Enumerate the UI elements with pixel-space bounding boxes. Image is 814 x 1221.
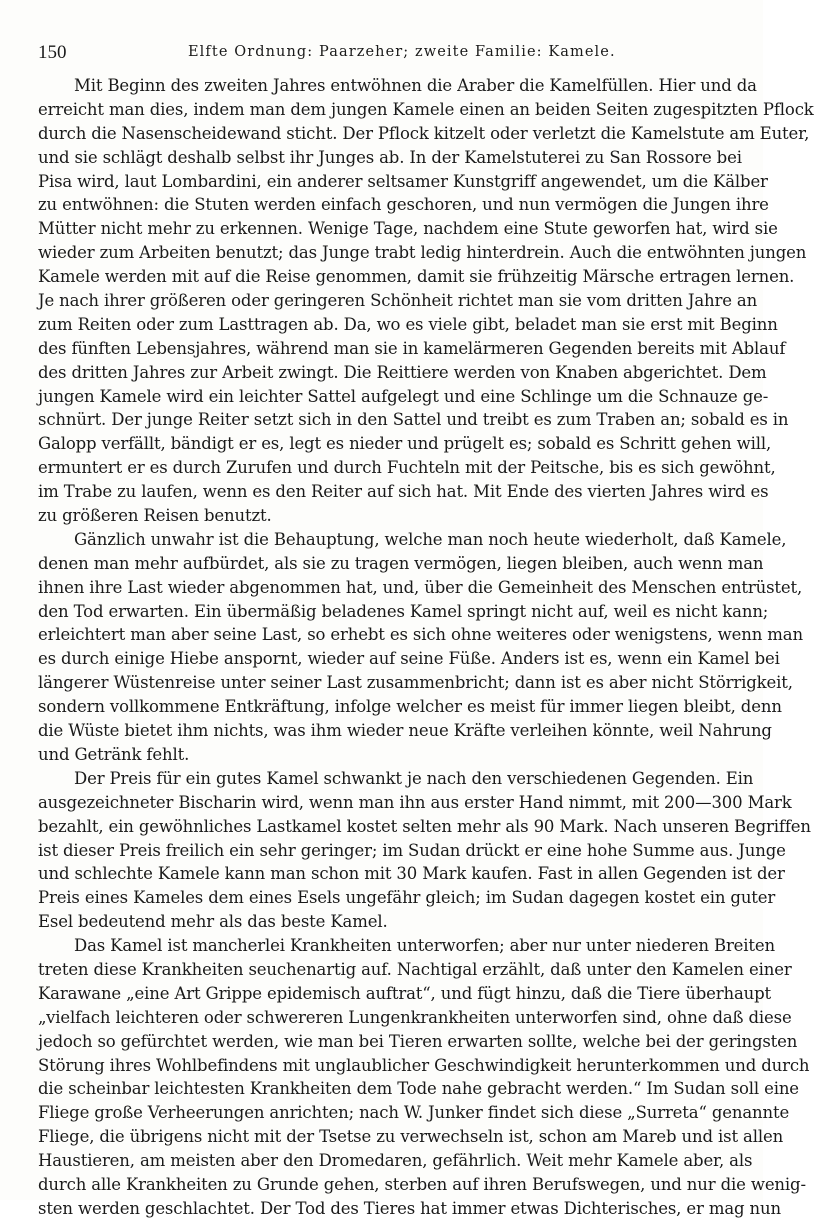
running-head: Elfte Ordnung: Paarzeher; zweite Familie: Kamele.: [188, 44, 616, 60]
text-line: erreicht man dies, indem man dem jungen Kamele einen an beiden Seiten zugespitzten Pflock: [38, 99, 814, 119]
text-line: zu entwöhnen: die Stuten werden einfach geschoren, und nun vermögen die Jungen ihre: [38, 195, 769, 215]
text-line: ist dieser Preis freilich ein sehr geringer; im Sudan drückt er eine hohe Summe aus. Junge: [38, 840, 786, 860]
text-line: jungen Kamele wird ein leichter Sattel aufgelegt und eine Schlinge um die Schnauze ge-: [38, 386, 769, 406]
text-line: treten diese Krankheiten seuchenartig auf. Nachtigal erzählt, daß unter den Kamelen einer: [38, 959, 792, 979]
text-line: Je nach ihrer größeren oder geringeren Schönheit richtet man sie vom dritten Jahre an: [38, 291, 758, 311]
text-line: Mütter nicht mehr zu erkennen. Wenige Tage, nachdem eine Stute geworfen hat, wird sie: [38, 219, 778, 239]
text-line: Störung ihres Wohlbefindens mit unglaublicher Geschwindigkeit herunterkommen und durch: [38, 1055, 810, 1075]
text-line: sondern vollkommene Entkräftung, infolge welcher es meist für immer liegen bleibt, denn: [38, 697, 782, 717]
page-header: [38, 42, 728, 70]
text-line: den Tod erwarten. Ein übermäßig beladenes Kamel springt nicht auf, weil es nicht kann;: [38, 601, 769, 621]
page-number: 150: [38, 42, 67, 63]
text-line: Esel bedeutend mehr als das beste Kamel.: [38, 912, 388, 932]
text-line: des dritten Jahres zur Arbeit zwingt. Die Reittiere werden von Knaben abgerichtet. Dem: [38, 362, 767, 382]
text-line: bezahlt, ein gewöhnliches Lastkamel kostet selten mehr als 90 Mark. Nach unseren Begriffen: [38, 816, 811, 836]
text-line: jedoch so gefürchtet werden, wie man bei Tieren erwarten sollte, welche bei der geringsten: [38, 1031, 798, 1051]
text-line: Fliege, die übrigens nicht mit der Tsetse zu verwechseln ist, schon am Mareb und ist allen: [38, 1127, 784, 1147]
text-line: durch alle Krankheiten zu Grunde gehen, sterben auf ihren Berufswegen, und nur die wenig-: [38, 1174, 806, 1194]
paragraph-diseases: [38, 934, 810, 1221]
text-line: und schlechte Kamele kann man schon mit 30 Mark kaufen. Fast in allen Gegenden ist der: [38, 864, 785, 884]
text-line: Haustieren, am meisten aber den Dromedaren, gefährlich. Weit mehr Kamele aber, als: [38, 1151, 753, 1171]
paragraph-weaning: [38, 74, 814, 528]
paragraph-price: [38, 767, 811, 934]
text-line: Der Preis für ein gutes Kamel schwankt je nach den verschiedenen Gegenden. Ein: [74, 768, 754, 788]
text-line: zu größeren Reisen benutzt.: [38, 506, 272, 526]
text-line: „vielfach leichteren oder schwereren Lungenkrankheiten unterworfen sind, ohne daß diese: [38, 1007, 792, 1027]
text-line: und sie schlägt deshalb selbst ihr Junges ab. In der Kamelstuterei zu San Rossore bei: [38, 147, 742, 167]
text-line: die Wüste bietet ihm nichts, was ihm wieder neue Kräfte verleihen könnte, weil Nahrung: [38, 721, 772, 741]
text-line: denen man mehr aufbürdet, als sie zu tragen vermögen, liegen bleiben, auch wenn man: [38, 553, 764, 573]
text-line: Galopp verfällt, bändigt er es, legt es nieder und prügelt es; sobald es Schritt gehen will,: [38, 434, 772, 454]
text-line: Das Kamel ist mancherlei Krankheiten unterworfen; aber nur unter niederen Breiten: [74, 936, 775, 956]
text-line: die scheinbar leichtesten Krankheiten dem Tode nahe gebracht werden.“ Im Sudan soll eine: [38, 1079, 799, 1099]
text-line: Mit Beginn des zweiten Jahres entwöhnen die Araber die Kamelfüllen. Hier und da: [74, 76, 757, 95]
text-line: erleichtert man aber seine Last, so erhebt es sich ohne weiteres oder wenigstens, wenn man: [38, 625, 803, 645]
text-line: wieder zum Arbeiten benutzt; das Junge trabt ledig hinterdrein. Auch die entwöhnten jungen: [38, 243, 807, 263]
text-line: sten werden geschlachtet. Der Tod des Tieres hat immer etwas Dichterisches, er mag nun: [38, 1198, 781, 1218]
text-line: ermuntert er es durch Zurufen und durch Fuchteln mit der Peitsche, bis es sich gewöhnt,: [38, 458, 776, 478]
paragraph-overloading: [38, 528, 803, 767]
text-line: Preis eines Kameles dem eines Esels ungefähr gleich; im Sudan dagegen kostet ein guter: [38, 888, 776, 908]
text-line: des fünften Lebensjahres, während man sie in kamelärmeren Gegenden bereits mit Ablauf: [38, 338, 786, 358]
text-line: zum Reiten oder zum Lasttragen ab. Da, wo es viele gibt, beladet man sie erst mit Beginn: [38, 314, 778, 334]
text-line: Kamele werden mit auf die Reise genommen, damit sie frühzeitig Märsche ertragen lernen.: [38, 267, 795, 287]
text-line: Gänzlich unwahr ist die Behauptung, welche man noch heute wiederholt, daß Kamele,: [74, 529, 787, 549]
text-line: ausgezeichneter Bischarin wird, wenn man ihn aus erster Hand nimmt, mit 200—300 Mark: [38, 792, 792, 812]
text-line: es durch einige Hiebe anspornt, wieder auf seine Füße. Anders ist es, wenn ein Kamel bei: [38, 649, 780, 669]
body-text: [38, 74, 814, 1221]
text-line: ihnen ihre Last wieder abgenommen hat, und, über die Gemeinheit des Menschen entrüstet,: [38, 577, 803, 597]
text-line: längerer Wüstenreise unter seiner Last zusammenbricht; dann ist es aber nicht Störrigkeit,: [38, 673, 793, 693]
text-line: im Trabe zu laufen, wenn es den Reiter auf sich hat. Mit Ende des vierten Jahres wird es: [38, 482, 769, 502]
text-line: und Getränk fehlt.: [38, 744, 190, 764]
text-line: durch die Nasenscheidewand sticht. Der Pflock kitzelt oder verletzt die Kamelstute am Euter,: [38, 123, 810, 143]
text-line: Pisa wird, laut Lombardini, ein anderer seltsamer Kunstgriff angewendet, um die Kälber: [38, 171, 768, 191]
text-line: Fliege große Verheerungen anrichten; nach W. Junker findet sich diese „Surreta“ genannte: [38, 1103, 790, 1123]
text-line: schnürt. Der junge Reiter setzt sich in den Sattel und treibt es zum Traben an; sobald es in: [38, 410, 789, 430]
text-line: Karawane „eine Art Grippe epidemisch auftrat“, und fügt hinzu, daß die Tiere überhaupt: [38, 983, 772, 1003]
